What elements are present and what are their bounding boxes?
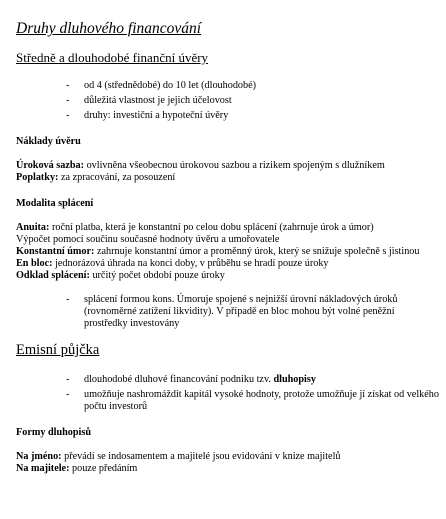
section-heading-naklady: Náklady úvěru: [16, 136, 81, 147]
dash-bullet: -: [66, 374, 70, 385]
document-page: [16, 20, 440, 475]
list-item: - druhy: investiční a hypoteční úvěry: [66, 110, 229, 121]
section-heading-uvery: Středně a dlouhodobé finanční úvěry: [16, 50, 209, 65]
dash-bullet: -: [66, 80, 70, 91]
dash-bullet: -: [66, 294, 70, 305]
dash-bullet: -: [66, 389, 70, 400]
list-item: - od 4 (střednědobé) do 10 let (dlouhodobé): [66, 80, 257, 91]
modalita-en-bloc: En bloc: jednorázová úhrada na konci doby, v průběhu se hradí pouze úroky: [16, 258, 329, 269]
uvery-list: [16, 80, 440, 122]
section-heading-modalita: Modalita splácení: [16, 198, 94, 209]
modalita-odklad: Odklad splácení: určitý počet období pouze úroky: [16, 270, 225, 281]
dash-bullet: -: [66, 110, 70, 121]
formy-na-jmeno: Na jméno: převádí se indosamentem a majitelé jsou evidováni v knize majitelů: [16, 451, 341, 462]
modalita-list: [16, 294, 440, 330]
modalita-anuita: Anuita: roční platba, která je konstantní po celou dobu splácení (zahrnuje úrok a úmor): [16, 222, 374, 233]
modalita-konstantni-umor: Konstantní úmor: zahrnuje konstantní úmor a proměnný úrok, který se snižuje společně s jistinou: [16, 246, 420, 257]
section-heading-emisni: Emisní půjčka: [16, 342, 100, 358]
section-heading-formy: Formy dluhopisů: [16, 427, 92, 438]
dash-bullet: -: [66, 95, 70, 106]
modalita-anuita-vypocet: Výpočet pomocí součinu současné hodnoty úvěru a umořovatele: [16, 234, 280, 245]
naklady-urokova-sazba: Úroková sazba: ovlivněna všeobecnou úrokovou sazbou a rizikem spojeným s dlužníkem: [16, 160, 385, 171]
naklady-poplatky: Poplatky: za zpracování, za posouzení: [16, 172, 176, 183]
formy-na-majitele: Na majitele: pouze předáním: [16, 463, 138, 474]
page-title: Druhy dluhového financování: [16, 20, 202, 37]
list-item: - dlouhodobé dluhové financování podniku tzv. dluhopisy: [66, 374, 316, 385]
list-item: - důležitá vlastnost je jejich účelovost: [66, 95, 232, 106]
list-item: - umožňuje nashromáždit kapitál vysoké hodnoty, protože umožňuje jí získat od velkého počtu investorů: [66, 389, 439, 412]
list-item: - splácení formou kons. Úmoruje spojené s nejnižší úrovní nákladových úroků (rovnoměrné zatížení likvidity). V případě en bloc mohou být volné peněžní prostředky investovány: [66, 294, 398, 329]
emisni-list: [16, 374, 440, 413]
